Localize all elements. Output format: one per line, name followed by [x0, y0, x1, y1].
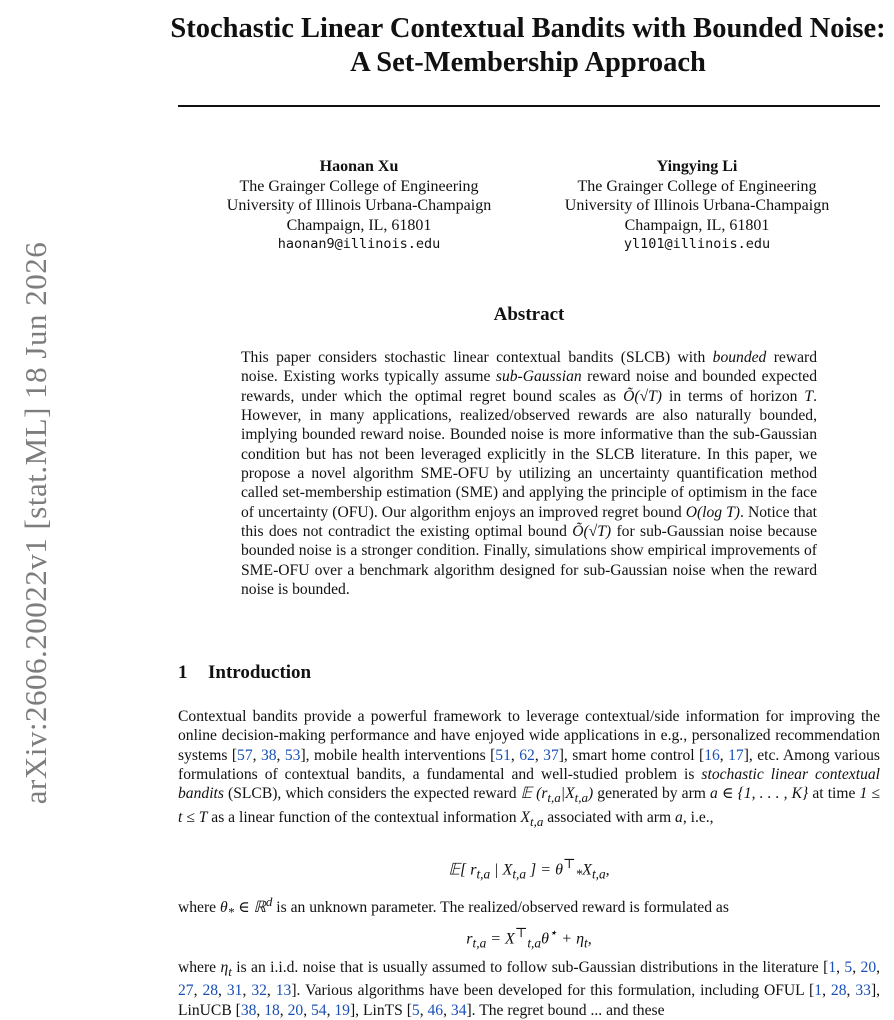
citation-link[interactable]: 51	[495, 746, 511, 764]
citation-link[interactable]: 28	[830, 982, 847, 1000]
section-heading-introduction	[178, 662, 311, 684]
citation-link[interactable]: 33	[855, 982, 871, 1000]
author-name: Haonan Xu	[319, 158, 399, 175]
author-university: University of Illinois Urbana-Champaign	[564, 197, 830, 214]
author-block-1	[199, 157, 519, 255]
author-university: University of Illinois Urbana-Champaign	[226, 197, 492, 214]
citation-link[interactable]: 62	[519, 746, 535, 764]
citation-link[interactable]: 53	[284, 746, 301, 764]
improved-bound-math: O(log T)	[685, 503, 740, 521]
citation-link[interactable]: 18	[264, 1001, 280, 1019]
citation-link[interactable]: 37	[543, 746, 559, 764]
arxiv-identifier: arXiv:2606.20022v1 [stat.ML] 18 Jun 2026	[18, 241, 53, 805]
citation-link[interactable]: 46	[427, 1001, 444, 1019]
author-affiliation: The Grainger College of Engineering	[239, 177, 479, 195]
author-location: Champaign, IL, 61801	[624, 216, 770, 234]
citation-link[interactable]: 54	[310, 1001, 327, 1019]
citation-link[interactable]: 38	[260, 746, 277, 764]
citation-link[interactable]: 17	[728, 746, 744, 764]
author-block-2	[537, 157, 857, 255]
citation-link[interactable]: 1	[828, 959, 837, 976]
author-location: Champaign, IL, 61801	[286, 216, 432, 234]
author-affiliation: The Grainger College of Engineering	[577, 177, 817, 195]
citation-link[interactable]: 27	[178, 982, 194, 1000]
equation-observed-reward: $r_{t,a} = X^⊤_{t,a}\theta^⋆ + \eta_t$,	[466, 925, 592, 951]
citation-link[interactable]: 16	[704, 746, 720, 764]
paper-title: Stochastic Linear Contextual Bandits with Bounded Noise: A Set-Membership Approach	[170, 13, 886, 78]
citation-link[interactable]: 34	[450, 1001, 467, 1019]
equation-expected-reward: 𝔼[ $r_{t,a}$ | $X_{t,a}$ ] = $\theta^⊤_*X_{t,a}$,	[448, 856, 610, 882]
author-name: Yingying Li	[656, 158, 738, 175]
regret-bound-math: Õ(√T)	[623, 387, 663, 405]
citation-link[interactable]: 32	[251, 982, 267, 1000]
abstract-heading: Abstract	[493, 304, 565, 325]
citation-link[interactable]: 13	[275, 982, 292, 1000]
abstract-body: This paper considers stochastic linear contextual bandits (SLCB) with bounded reward noise. Existing works typically assume sub-Gaussian reward noise and bounded expected rewards, under which the optimal regret bound scales as Õ(√T) in terms of horizon T. However, in many applications, realized/observed rewards are also naturally bounded, implying bounded reward noise. Bounded noise is more informative than the sub-Gaussian condition but has not been leveraged explicitly in the SLCB literature. In this paper, we propose a novel algorithm SME-OFU by utilizing an uncertainty quantification method called set-membership estimation (SME) and applying the principle of optimism in the face of uncertainty (OFU). Our algorithm enjoys an improved regret bound O(log T). Notice that this does not contradict the existing optimal bound Õ(√T) for sub-Gaussian noise because bounded noise is a stronger condition. Finally, simulations show empirical improvements of SME-OFU over a benchmark algorithm designed for sub-Gaussian noise when the reward noise is bounded.	[241, 349, 818, 599]
title-rule	[178, 105, 880, 107]
parameter-paragraph: where $\theta_*$ ∈ ℝ$^d$ is an unknown parameter. The realized/observed reward is formulated as	[178, 894, 729, 920]
citation-link[interactable]: 28	[202, 982, 219, 1000]
citation-link[interactable]: 1	[814, 982, 823, 1000]
citation-link[interactable]: 31	[226, 982, 243, 1000]
noise-paragraph: where $\eta_t$ is an i.i.d. noise that is usually assumed to follow sub-Gaussian distributions in the literature [1, 5, 20, 27, 28, 31, 32, 13]. Various algorithms have been developed for this formulation, including OFUL [1, 28, 33], LinUCB [38, 18, 20, 54, 19], LinTS [5, 46, 34]. The regret bound ... and these	[178, 959, 881, 1019]
author-email[interactable]: haonan9@illinois.edu	[277, 236, 441, 252]
citation-link[interactable]: 19	[334, 1001, 350, 1019]
citation-link[interactable]: 5	[411, 1001, 420, 1019]
arxiv-sidebar	[0, 0, 60, 1000]
section-title: Introduction	[208, 662, 312, 683]
citation-link[interactable]: 20	[860, 959, 877, 976]
citation-link[interactable]: 5	[844, 959, 853, 976]
intro-paragraph: Contextual bandits provide a powerful framework to leverage contextual/side information for improving the online decision-making performance and have enjoyed wide applications in e.g., personalized recommendation systems [57, 38, 53], mobile health interventions [51, 62, 37], smart home control [16, 17], etc. Among various formulations of contextual bandits, a fundamental and well-studied problem is stochastic linear contextual bandits (SLCB), which considers the expected reward 𝔼 $(r_{t,a}|X_{t,a})$ generated by arm a ∈ {1, . . . , K} at time 1 ≤ t ≤ T as a linear function of the contextual information $X_{t,a}$ associated with arm a, i.e.,	[178, 708, 880, 829]
citation-link[interactable]: 38	[240, 1001, 257, 1019]
section-number: 1	[178, 662, 188, 683]
citation-link[interactable]: 20	[287, 1001, 304, 1019]
author-email[interactable]: yl101@illinois.edu	[623, 236, 771, 252]
citation-link[interactable]: 57	[237, 746, 253, 764]
